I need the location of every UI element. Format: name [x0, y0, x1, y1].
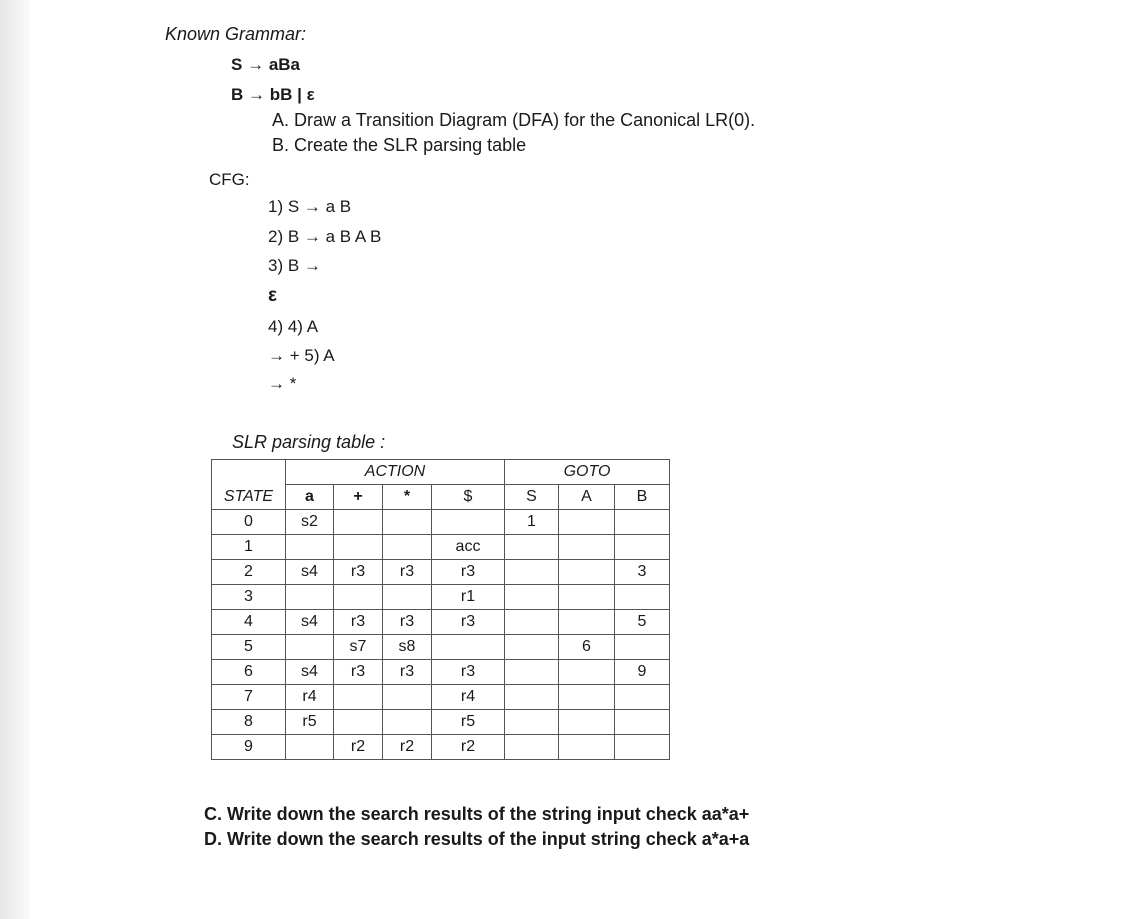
cell-plus: r3	[334, 610, 383, 635]
cell-plus	[334, 535, 383, 560]
goto-header: GOTO	[505, 460, 670, 485]
task-d: D. Write down the search results of the input string check a*a+a	[204, 829, 750, 849]
cell-dollar: r3	[432, 560, 505, 585]
column-header-dollar: $	[432, 485, 505, 510]
known-grammar-label: Known Grammar:	[165, 24, 307, 44]
table-corner-cell	[212, 460, 286, 485]
cell-A	[559, 610, 615, 635]
cfg-line-2: 2) B → a B A B	[268, 227, 382, 246]
cfg-line-4-epsilon: ε	[268, 285, 278, 306]
task-c: C. Write down the search results of the string input check aa*a+	[204, 804, 750, 824]
grammar-rule-1-lhs: S	[231, 55, 243, 74]
cell-dollar: r5	[432, 710, 505, 735]
cell-B	[615, 585, 670, 610]
cell-state: 1	[212, 535, 286, 560]
table-body	[212, 510, 670, 760]
cell-plus: r2	[334, 735, 383, 760]
table-row	[212, 510, 670, 535]
cell-star	[383, 710, 432, 735]
cell-B: 3	[615, 560, 670, 585]
cell-state: 2	[212, 560, 286, 585]
cell-state: 0	[212, 510, 286, 535]
cell-a	[286, 735, 334, 760]
grammar-rule-2-rhs: bB | ε	[269, 85, 315, 104]
cell-S	[505, 660, 559, 685]
cell-a	[286, 585, 334, 610]
cell-dollar: r4	[432, 685, 505, 710]
slr-parsing-table	[211, 459, 670, 760]
table-row	[212, 535, 670, 560]
cell-B	[615, 635, 670, 660]
cfg-line-5: 4) 4) A	[268, 317, 319, 336]
cell-state: 5	[212, 635, 286, 660]
table-row	[212, 735, 670, 760]
arrow-icon: →	[248, 85, 266, 104]
cell-plus	[334, 585, 383, 610]
cell-A	[559, 735, 615, 760]
cell-plus	[334, 685, 383, 710]
cell-star	[383, 585, 432, 610]
table-row	[212, 585, 670, 610]
cell-star	[383, 685, 432, 710]
column-header-state: STATE	[212, 485, 286, 510]
cell-state: 8	[212, 710, 286, 735]
cell-B	[615, 710, 670, 735]
cell-dollar: r3	[432, 660, 505, 685]
cell-B	[615, 735, 670, 760]
cell-star: r3	[383, 610, 432, 635]
cfg-line-3: 3) B →	[268, 256, 321, 275]
cell-star: r3	[383, 660, 432, 685]
arrow-icon: →	[247, 55, 265, 74]
cell-B	[615, 535, 670, 560]
table-caption: SLR parsing table :	[232, 432, 386, 452]
cell-A	[559, 535, 615, 560]
cell-state: 9	[212, 735, 286, 760]
grammar-rule-2	[231, 85, 315, 105]
cell-S	[505, 735, 559, 760]
table-row	[212, 660, 670, 685]
column-header-star: *	[383, 485, 432, 510]
cell-state: 3	[212, 585, 286, 610]
cell-a	[286, 535, 334, 560]
cell-state: 4	[212, 610, 286, 635]
cell-dollar: r3	[432, 610, 505, 635]
action-header: ACTION	[286, 460, 505, 485]
cell-a: r5	[286, 710, 334, 735]
table-header-row-2	[212, 485, 670, 510]
cell-B: 9	[615, 660, 670, 685]
cell-S: 1	[505, 510, 559, 535]
cell-state: 6	[212, 660, 286, 685]
cell-a: s4	[286, 560, 334, 585]
task-b: B. Create the SLR parsing table	[272, 135, 527, 155]
cell-A	[559, 710, 615, 735]
cell-plus: s7	[334, 635, 383, 660]
cell-a: s4	[286, 610, 334, 635]
cell-star: r3	[383, 560, 432, 585]
cell-star	[383, 510, 432, 535]
cell-plus	[334, 710, 383, 735]
page-left-edge	[0, 0, 30, 919]
cell-S	[505, 610, 559, 635]
column-header-plus: +	[334, 485, 383, 510]
cell-plus: r3	[334, 660, 383, 685]
cell-dollar	[432, 635, 505, 660]
cell-S	[505, 560, 559, 585]
cell-A: 6	[559, 635, 615, 660]
cfg-line-6: → + 5) A	[268, 346, 335, 365]
cell-plus: r3	[334, 560, 383, 585]
cell-S	[505, 585, 559, 610]
cfg-line-1: 1) S → a B	[268, 197, 352, 216]
cell-A	[559, 585, 615, 610]
cell-S	[505, 710, 559, 735]
table-row	[212, 685, 670, 710]
cell-star: s8	[383, 635, 432, 660]
task-a: A. Draw a Transition Diagram (DFA) for the Canonical LR(0).	[272, 110, 756, 130]
cell-a: s4	[286, 660, 334, 685]
grammar-rule-1	[231, 55, 300, 75]
cell-dollar: r2	[432, 735, 505, 760]
column-header-B: B	[615, 485, 670, 510]
cell-dollar	[432, 510, 505, 535]
grammar-rule-2-lhs: B	[231, 85, 244, 104]
cell-A	[559, 560, 615, 585]
cfg-label: CFG:	[209, 170, 250, 189]
cell-a	[286, 635, 334, 660]
cell-S	[505, 685, 559, 710]
cfg-line-7: → *	[268, 374, 297, 393]
table-row	[212, 635, 670, 660]
column-header-A: A	[559, 485, 615, 510]
column-header-S: S	[505, 485, 559, 510]
table-header-row-1	[212, 460, 670, 485]
cell-star: r2	[383, 735, 432, 760]
cell-dollar: r1	[432, 585, 505, 610]
cell-B	[615, 685, 670, 710]
cell-B: 5	[615, 610, 670, 635]
column-header-a: a	[286, 485, 334, 510]
table-row	[212, 710, 670, 735]
cell-A	[559, 510, 615, 535]
cell-star	[383, 535, 432, 560]
table-row	[212, 560, 670, 585]
cell-A	[559, 685, 615, 710]
cell-state: 7	[212, 685, 286, 710]
cell-a: r4	[286, 685, 334, 710]
cell-S	[505, 635, 559, 660]
grammar-rule-1-rhs: aBa	[268, 55, 300, 74]
cell-A	[559, 660, 615, 685]
cell-a: s2	[286, 510, 334, 535]
table-row	[212, 610, 670, 635]
cell-S	[505, 535, 559, 560]
cell-plus	[334, 510, 383, 535]
cell-B	[615, 510, 670, 535]
cell-dollar: acc	[432, 535, 505, 560]
